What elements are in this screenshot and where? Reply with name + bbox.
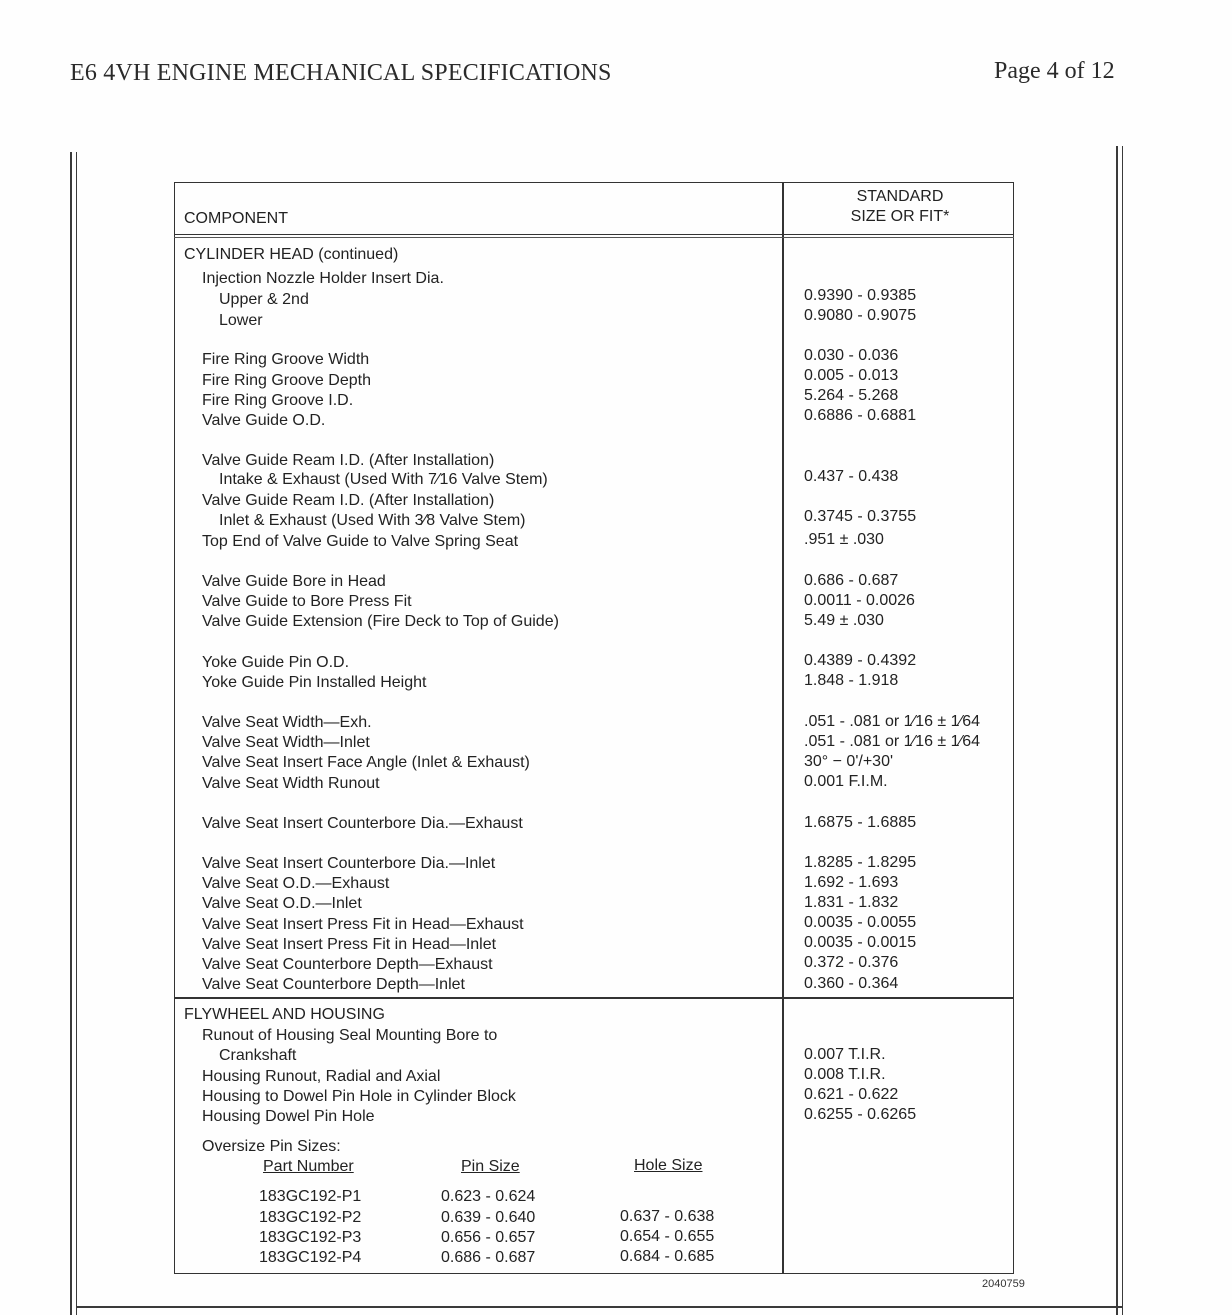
spec-label: Valve Guide Ream I.D. (After Installation) (202, 492, 495, 509)
page-title: E6 4VH ENGINE MECHANICAL SPECIFICATIONS (70, 60, 612, 86)
spec-value: 0.0011 - 0.0026 (804, 592, 915, 609)
spec-value: .951 ± .030 (804, 531, 884, 548)
left-border-inner (76, 152, 77, 1315)
oversize-part-number: 183GC192-P1 (259, 1188, 362, 1205)
spec-label: Intake & Exhaust (Used With 7⁄16 Valve Stem) (219, 471, 548, 488)
spec-label: Valve Guide Bore in Head (202, 573, 386, 590)
right-border (1116, 146, 1118, 1315)
spec-label: Top End of Valve Guide to Valve Spring Seat (202, 533, 519, 550)
spec-value: .051 - .081 or 1⁄16 ± 1⁄64 (804, 713, 981, 730)
spec-label: Injection Nozzle Holder Insert Dia. (202, 270, 444, 287)
standard-header-line2: SIZE OR FIT* (850, 208, 950, 225)
bottom-border (76, 1306, 1122, 1308)
spec-value: 0.6255 - 0.6265 (804, 1106, 917, 1123)
left-border (70, 152, 72, 1315)
spec-value: 0.008 T.I.R. (804, 1066, 886, 1083)
spec-label: Valve Guide to Bore Press Fit (202, 593, 412, 610)
spec-label: Yoke Guide Pin Installed Height (202, 674, 427, 691)
oversize-pin-size: 0.639 - 0.640 (441, 1209, 536, 1226)
spec-value: 5.49 ± .030 (804, 612, 884, 629)
spec-value: 0.621 - 0.622 (804, 1086, 899, 1103)
spec-label: Valve Guide O.D. (202, 412, 326, 429)
spec-value: 30° − 0'/+30' (804, 753, 894, 770)
page-number: Page 4 of 12 (994, 58, 1115, 84)
spec-value: 5.264 - 5.268 (804, 387, 899, 404)
spec-label: Valve Seat Insert Counterbore Dia.—Inlet (202, 855, 496, 872)
spec-value: 0.9390 - 0.9385 (804, 287, 917, 304)
spec-label: Valve Seat Width Runout (202, 775, 380, 792)
spec-value: 0.4389 - 0.4392 (804, 652, 917, 669)
spec-label: Yoke Guide Pin O.D. (202, 654, 350, 671)
spec-label: Fire Ring Groove Width (202, 351, 370, 368)
spec-value: 1.831 - 1.832 (804, 894, 899, 911)
spec-value: 1.848 - 1.918 (804, 672, 899, 689)
spec-label: Valve Seat Width—Exh. (202, 714, 372, 731)
spec-value: 0.686 - 0.687 (804, 572, 899, 589)
spec-label: Housing Runout, Radial and Axial (202, 1068, 441, 1085)
oversize-hole-size: 0.637 - 0.638 (620, 1208, 715, 1225)
spec-value: 1.692 - 1.693 (804, 874, 899, 891)
spec-value: 0.360 - 0.364 (804, 975, 899, 992)
spec-label: Valve Seat Insert Press Fit in Head—Exhaust (202, 916, 524, 933)
spec-value: 0.437 - 0.438 (804, 468, 899, 485)
spec-label: Valve Guide Extension (Fire Deck to Top of Guide) (202, 613, 559, 630)
oversize-pin-size: 0.656 - 0.657 (441, 1229, 536, 1246)
spec-label: Fire Ring Groove I.D. (202, 392, 354, 409)
section-separator (174, 997, 1014, 999)
spec-label: Valve Seat Insert Press Fit in Head—Inlet (202, 936, 497, 953)
oversize-col-hole-size: Hole Size (634, 1157, 703, 1174)
spec-value: 0.0035 - 0.0015 (804, 934, 917, 951)
spec-label: Runout of Housing Seal Mounting Bore to (202, 1027, 498, 1044)
oversize-hole-size: 0.654 - 0.655 (620, 1228, 715, 1245)
spec-label: Fire Ring Groove Depth (202, 372, 371, 389)
spec-value: 0.0035 - 0.0055 (804, 914, 917, 931)
spec-value: 0.9080 - 0.9075 (804, 307, 917, 324)
oversize-part-number: 183GC192-P3 (259, 1229, 362, 1246)
spec-label: Valve Seat Insert Counterbore Dia.—Exhaust (202, 815, 523, 832)
spec-label: Crankshaft (219, 1047, 297, 1064)
spec-value: 0.001 F.I.M. (804, 773, 888, 790)
spec-label: Valve Seat O.D.—Inlet (202, 895, 362, 912)
oversize-title: Oversize Pin Sizes: (202, 1138, 341, 1155)
oversize-col-pin-size: Pin Size (461, 1158, 520, 1175)
oversize-pin-size: 0.623 - 0.624 (441, 1188, 536, 1205)
oversize-col-part-number: Part Number (263, 1158, 354, 1175)
section-title-flywheel: FLYWHEEL AND HOUSING (184, 1006, 385, 1023)
spec-value: 0.030 - 0.036 (804, 347, 899, 364)
column-divider (782, 182, 784, 1274)
right-border-inner (1122, 146, 1123, 1315)
spec-value: 1.6875 - 1.6885 (804, 814, 917, 831)
document-id: 2040759 (982, 1278, 1025, 1290)
oversize-part-number: 183GC192-P4 (259, 1249, 362, 1266)
spec-label: Inlet & Exhaust (Used With 3⁄8 Valve Stem) (219, 512, 526, 529)
spec-value: .051 - .081 or 1⁄16 ± 1⁄64 (804, 733, 981, 750)
spec-label: Valve Seat Counterbore Depth—Inlet (202, 976, 465, 993)
oversize-hole-size: 0.684 - 0.685 (620, 1248, 715, 1265)
spec-value: 0.005 - 0.013 (804, 367, 899, 384)
component-header: COMPONENT (184, 210, 288, 227)
spec-value: 0.007 T.I.R. (804, 1046, 886, 1063)
spec-label: Valve Seat Width—Inlet (202, 734, 370, 751)
header-separator (174, 234, 1014, 238)
spec-label: Valve Guide Ream I.D. (After Installation) (202, 452, 495, 469)
spec-value: 0.372 - 0.376 (804, 954, 899, 971)
spec-label: Valve Seat Insert Face Angle (Inlet & Exhaust) (202, 754, 530, 771)
section-title-cylinder-head: CYLINDER HEAD (continued) (184, 246, 399, 263)
spec-label: Upper & 2nd (219, 291, 309, 308)
spec-label: Valve Seat Counterbore Depth—Exhaust (202, 956, 493, 973)
spec-label: Housing to Dowel Pin Hole in Cylinder Block (202, 1088, 516, 1105)
spec-value: 1.8285 - 1.8295 (804, 854, 917, 871)
oversize-part-number: 183GC192-P2 (259, 1209, 362, 1226)
standard-header-line1: STANDARD (856, 188, 944, 205)
oversize-pin-size: 0.686 - 0.687 (441, 1249, 536, 1266)
spec-label: Lower (219, 312, 263, 329)
spec-label: Valve Seat O.D.—Exhaust (202, 875, 390, 892)
spec-value: 0.3745 - 0.3755 (804, 508, 917, 525)
spec-label: Housing Dowel Pin Hole (202, 1108, 375, 1125)
spec-value: 0.6886 - 0.6881 (804, 407, 917, 424)
